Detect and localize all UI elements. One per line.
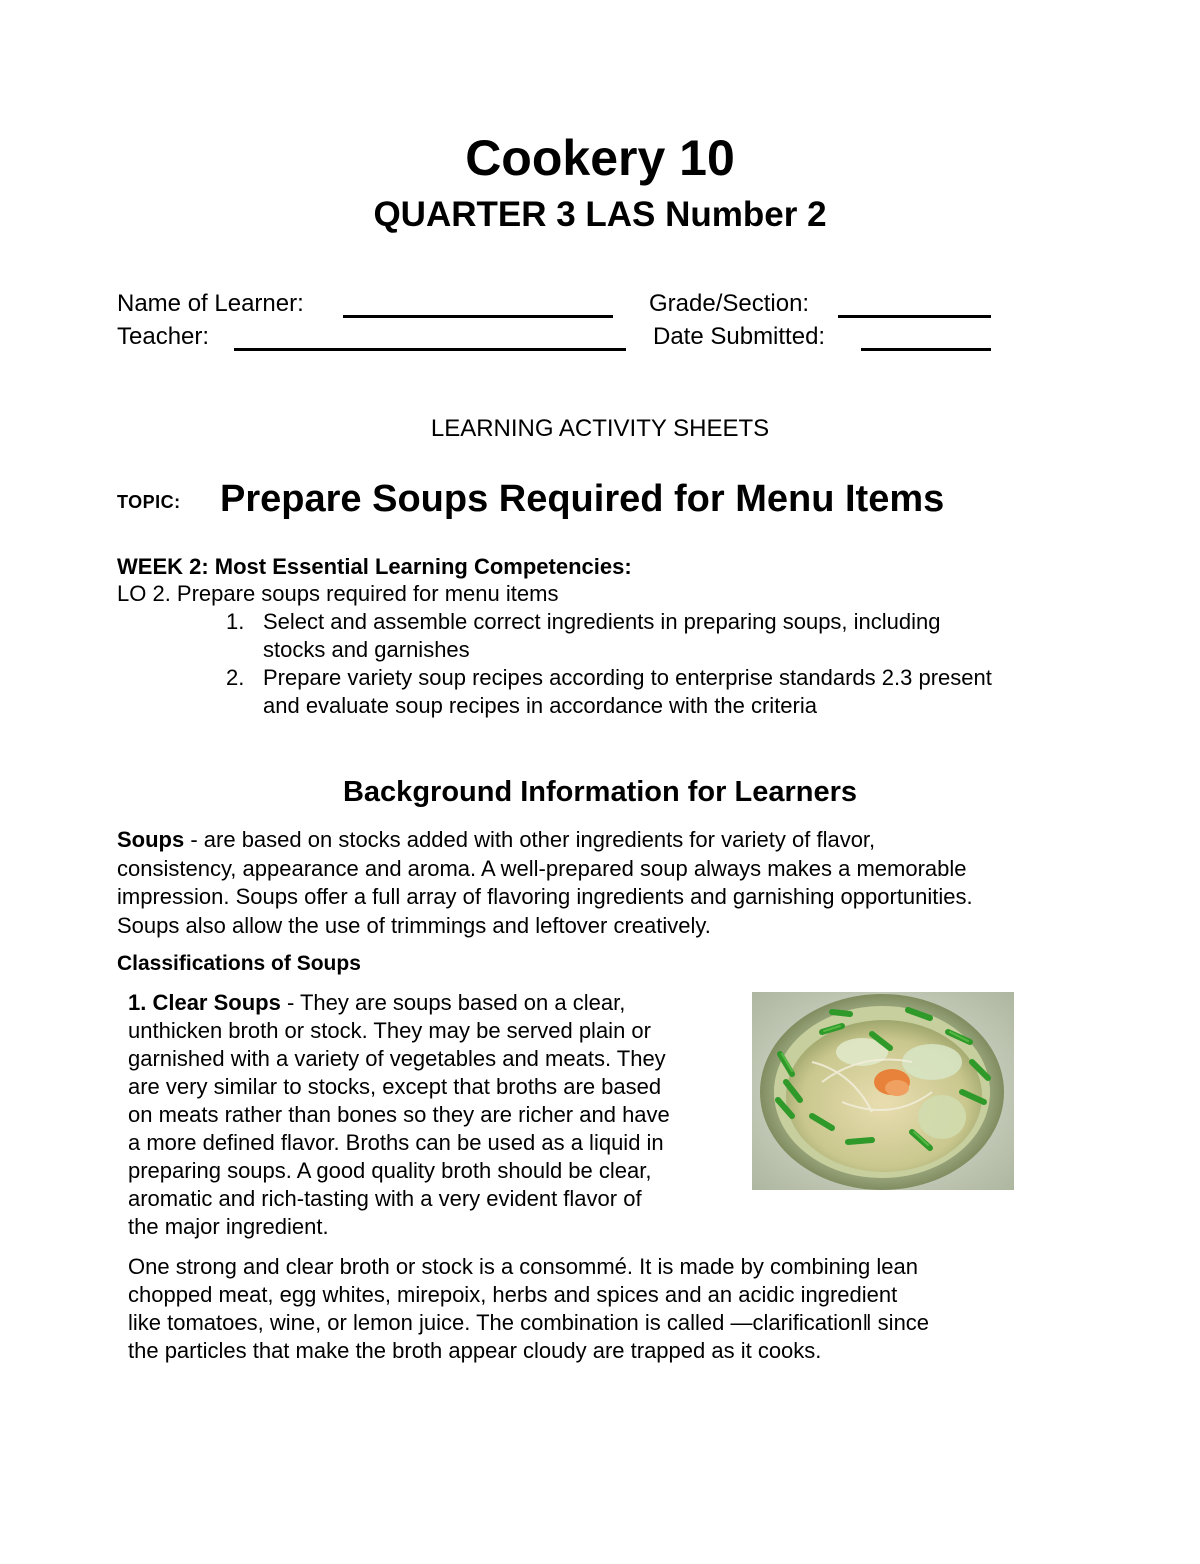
date-submitted-label: Date Submitted: <box>653 323 826 350</box>
document-subtitle: QUARTER 3 LAS Number 2 <box>373 195 827 234</box>
teacher-label: Teacher: <box>117 323 210 350</box>
competency-text: and evaluate soup recipes in accordance with the criteria <box>263 693 817 718</box>
name-of-learner-blank[interactable] <box>343 315 613 318</box>
date-submitted-blank[interactable] <box>861 348 991 351</box>
paragraph-text: - They are soups based on a clear, <box>280 990 626 1015</box>
paragraph-line: the particles that make the broth appear cloudy are trapped as it cooks. <box>128 1338 822 1363</box>
soups-definition <box>117 826 1077 940</box>
paragraph-line: consistency, appearance and aroma. A well-prepared soup always makes a memorable <box>117 855 967 881</box>
paragraph-line: preparing soups. A good quality broth should be clear, <box>128 1158 652 1183</box>
soups-term: Soups <box>117 827 185 852</box>
paragraph-line: a more defined flavor. Broths can be used as a liquid in <box>128 1130 664 1155</box>
competency-text: Prepare variety soup recipes according to enterprise standards 2.3 present <box>263 665 992 690</box>
grade-section-label: Grade/Section: <box>649 290 810 317</box>
clear-soups-paragraph <box>128 989 726 1241</box>
paragraph-line: unthicken broth or stock. They may be served plain or <box>128 1018 651 1043</box>
competency-number: 2. <box>226 665 245 690</box>
clear-soup-photo <box>752 992 1014 1190</box>
learning-activity-sheets-heading: LEARNING ACTIVITY SHEETS <box>430 415 770 442</box>
paragraph-line: Soups also allow the use of trimmings and leftover creatively. <box>117 912 711 938</box>
clear-soups-term: 1. Clear Soups <box>128 990 281 1015</box>
paragraph-line: aromatic and rich-tasting with a very evident flavor of <box>128 1186 642 1211</box>
consomme-paragraph <box>128 1253 1078 1365</box>
name-of-learner-label: Name of Learner: <box>117 290 304 317</box>
grade-section-blank[interactable] <box>838 315 991 318</box>
paragraph-line: chopped meat, egg whites, mirepoix, herbs and spices and an acidic ingredient <box>128 1282 898 1307</box>
competency-list <box>226 608 1083 720</box>
paragraph-line: the major ingredient. <box>128 1214 329 1239</box>
paragraph-line: on meats rather than bones so they are richer and have <box>128 1102 670 1127</box>
topic-label: TOPIC: <box>117 492 181 512</box>
teacher-blank[interactable] <box>234 348 626 351</box>
paragraph-line: are very similar to stocks, except that broths are based <box>128 1074 662 1099</box>
competency-number: 1. <box>226 609 245 634</box>
clear-soup-illustration <box>752 992 1014 1190</box>
paragraph-line: impression. Soups offer a full array of flavoring ingredients and garnishing opportunities. <box>117 884 973 909</box>
paragraph-text: - are based on stocks added with other ingredients for variety of flavor, <box>184 827 876 852</box>
background-section-title: Background Information for Learners <box>342 776 857 808</box>
learning-outcome: LO 2. Prepare soups required for menu items <box>117 581 559 606</box>
competency-text: stocks and garnishes <box>263 637 470 662</box>
paragraph-line: like tomatoes, wine, or lemon juice. The combination is called ―clarification‖ since <box>128 1310 930 1335</box>
paragraph-line: garnished with a variety of vegetables and meats. They <box>128 1046 666 1071</box>
competency-item <box>226 664 1083 720</box>
paragraph-line <box>117 826 1077 855</box>
classifications-heading: Classifications of Soups <box>117 952 361 975</box>
paragraph-line <box>128 989 726 1017</box>
paragraph-line: One strong and clear broth or stock is a consommé. It is made by combining lean <box>128 1254 918 1279</box>
topic-title: Prepare Soups Required for Menu Items <box>220 478 945 520</box>
document-title: Cookery 10 <box>465 130 735 186</box>
competency-text: Select and assemble correct ingredients in preparing soups, including <box>263 609 941 634</box>
competencies-heading: WEEK 2: Most Essential Learning Competencies: <box>117 554 632 579</box>
competency-item <box>226 608 1083 664</box>
